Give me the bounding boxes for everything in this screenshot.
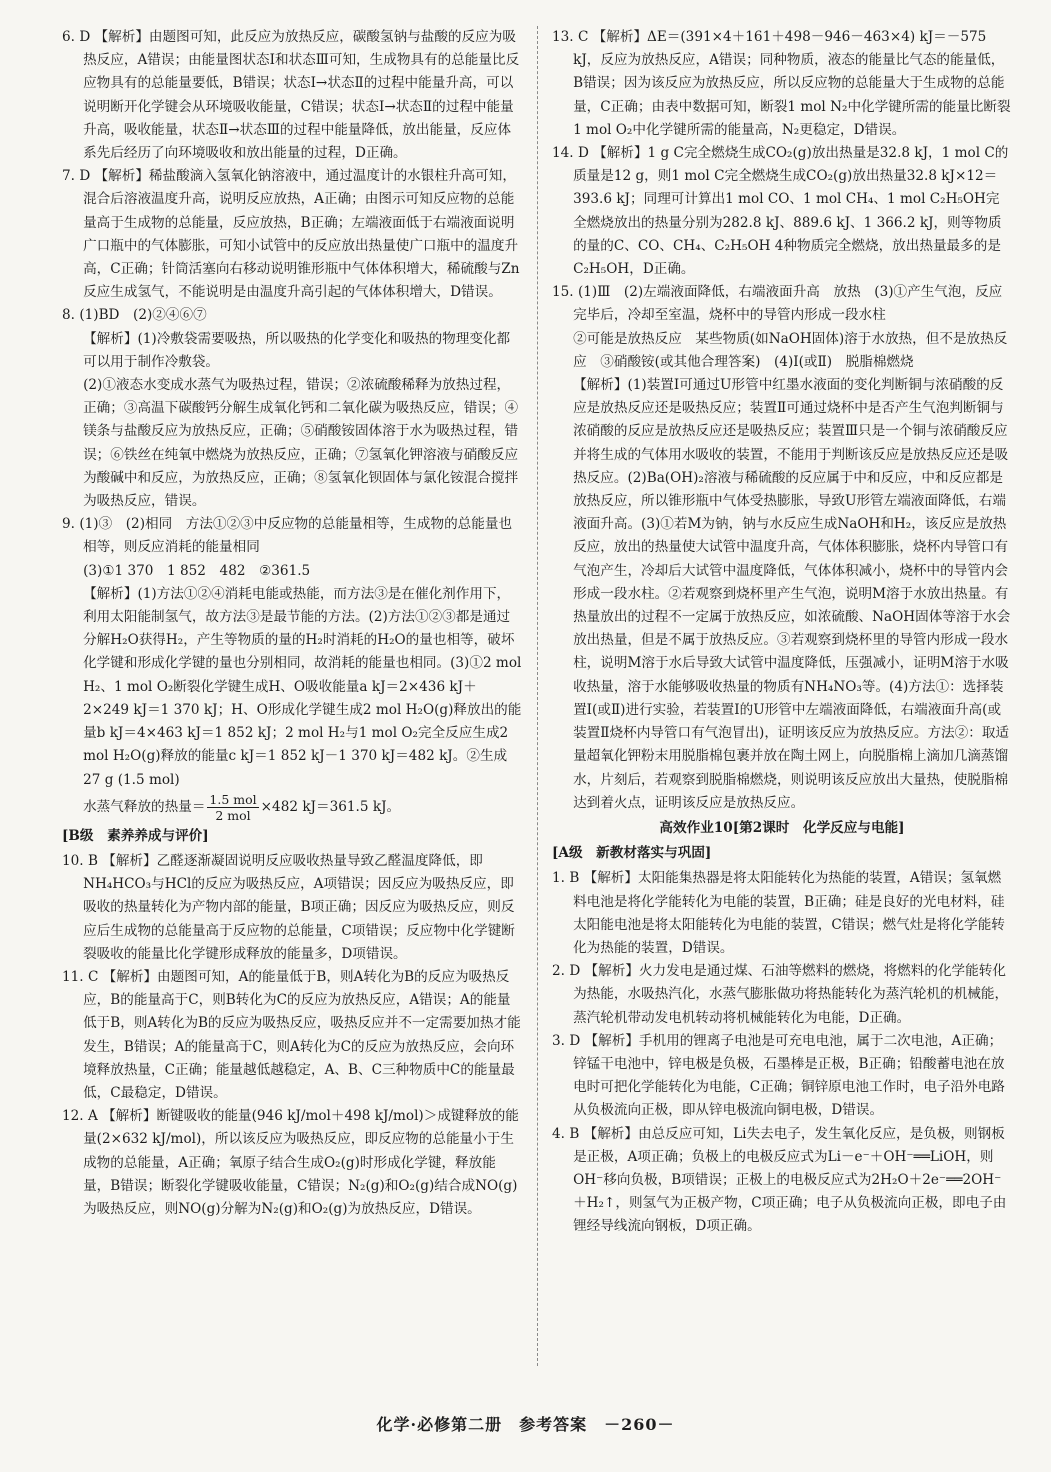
question-12: 12. A 【解析】断键吸收的能量(946 kJ/mol＋498 kJ/mol)＞成键释放的能量(2×632 kJ/mol)，所以该反应为吸热反应，即反应物的总能量小于生成物的总能量，A正确；氧原子结合生成O₂(g)时形成化学键，释放能量，B错误；断裂化学键吸收能量，C错误；N₂(g)和O₂(g)结合成NO(g)为吸热反应，则NO(g)分解为N₂(g)和O₂(g)为放热反应，D错误。	[62, 1108, 519, 1217]
work-title: 高效作业10[第2课时 化学反应与电能]	[659, 819, 905, 836]
page-footer: 化学·必修第二册 参考答案 －260－	[376, 1415, 675, 1434]
question-7: 7. D 【解析】稀盐酸滴入氢氧化钠溶液中，通过温度计的水银柱升高可知，混合后溶液温度升高，说明反应放热，A正确；由图示可知反应物的总能量高于生成物的总能量，反应放热，B正确；左端液面低于右端液面说明广口瓶中的气体膨胀，可知小试管中的反应放出热量使广口瓶中的温度升高，C正确；针筒活塞向右移动说明锥形瓶中气体体积增大，稀硫酸与Zn反应生成氢气，不能说明是由温度升高引起的气体体积增大，D错误。	[62, 168, 520, 301]
section-b-heading: [B级 素养养成与评价]	[62, 827, 209, 844]
right-column	[552, 26, 1012, 1239]
section-a-heading: [A级 新教材落实与巩固]	[552, 845, 712, 862]
question-r1: 1. B 【解析】太阳能集热器是将太阳能转化为热能的装置，A错误；氢氧燃料电池是将化学能转化为电能的装置，B正确；硅是良好的光电材料，硅太阳能电池是将太阳能转化为电能的装置，C错误；燃气灶是将化学能转化为热能的装置，D错误。	[552, 870, 1005, 956]
question-9-equation: 水蒸气释放的热量＝ $\frac{\text{1.5 mol}}{\text{2 mol}}$ ×482 kJ＝361.5 kJ。	[83, 791, 401, 823]
question-10: 10. B 【解析】乙醛逐渐凝固说明反应吸收热量导致乙醛温度降低，即NH₄HCO₃与HCl的反应为吸热反应，A项错误；因反应为吸热反应，即吸收的热量转化为产物内部的能量，B项正确；因反应为吸热反应，则反应后生成物的总能量高于反应物的总能量，C项错误；反应物中化学键断裂吸收的能量比化学键形成释放的能量多，D项错误。	[62, 852, 515, 962]
question-8-analysis-1: 【解析】(1)冷敷袋需要吸热，所以吸热的化学变化和吸热的物理变化都可以用于制作冷敷袋。	[83, 330, 511, 370]
question-9-analysis: 【解析】(1)方法①②④消耗电能或热能，而方法③是在催化剂作用下，利用太阳能制氢气，故方法③是最节能的方法。(2)方法①②③都是通过分解H₂O获得H₂，产生等物质的量的H₂时消耗的H₂O的量也相等，破坏化学键和形成化学键的量也分别相同，故消耗的能量也相同。(3)①2 mol H₂、1 mol O₂断裂化学键生成H、O吸收能量a kJ＝2×436 kJ＋2×249 kJ＝1 370 kJ；H、O形成化学键生成2 mol H₂O(g)释放出的能量b kJ＝4×463 kJ＝1 852 kJ；2 mol H₂与1 mol O₂完全反应生成2 mol H₂O(g)释放的能量c kJ＝1 852 kJ－1 370 kJ＝482 kJ。②生成27 g (1.5 mol)	[83, 585, 522, 788]
left-column	[62, 26, 522, 1221]
question-8-answer: 8. (1)BD (2)②④⑥⑦	[62, 307, 207, 324]
fraction: $\frac{\text{1.5 mol}}{\text{2 mol}}$	[209, 791, 257, 823]
question-15-answer: 15. (1)Ⅲ (2)左端液面降低，右端液面升高 放热 (3)①产生气泡，反应完毕后，冷却至室温，烧杯中的导管内形成一段水柱	[552, 284, 1003, 324]
column-divider	[537, 26, 538, 1366]
question-13: 13. C 【解析】ΔE＝(391×4＋161＋498－946－463×4) kJ＝－575 kJ，反应为放热反应，A错误；同种物质，液态的能量比气态的能量低，B错误；因为该反应为放热反应，所以反应物的总能量大于生成物的总能量，C正确；由表中数据可知，断裂1 mol N₂中化学键所需的能量比断裂1 mol O₂中化学键所需的能量高，N₂更稳定，D错误。	[552, 29, 1011, 138]
question-9-answer: 9. (1)③ (2)相同 方法①②③中反应物的总能量相等，生成物的总能量也相等，则反应消耗的能量相同	[62, 516, 513, 556]
question-11: 11. C 【解析】由题图可知，A的能量低于B，则A转化为B的反应为吸热反应，B的能量高于C，则B转化为C的反应为放热反应，A错误；A的能量低于B，则A转化为B的反应为吸热反应，吸热反应并不一定需要加热才能发生，B错误；A的能量高于C，则A转化为C的反应为放热反应，会向环境释放热量，C正确；能量越低越稳定，A、B、C三种物质中C的能量最低，C最稳定，D错误。	[62, 968, 521, 1101]
question-r4: 4. B 【解析】由总反应可知，Li失去电子，发生氧化反应，是负极，则钢板是正极，A项正确；负极上的电极反应式为Li－e⁻＋OH⁻══LiOH，则OH⁻移向负极，B项错误；正极上的电极反应式为2H₂O＋2e⁻══2OH⁻＋H₂↑，则氢气为正极产物，C项正确；电子从负极流向正极，即电子由锂经导线流向钢板，D项正确。	[552, 1125, 1007, 1235]
question-r3: 3. D 【解析】手机用的锂离子电池是可充电电池，属于二次电池，A正确；锌锰干电池中，锌电极是负极，石墨棒是正极，B正确；铅酸蓄电池在放电时可把化学能转化为电能，C正确；铜锌原电池工作时，电子沿外电路从负极流向正极，即从锌电极流向铜电极，D错误。	[552, 1032, 1005, 1119]
question-8-analysis-2: (2)①液态水变成水蒸气为吸热过程，错误；②浓硫酸稀释为放热过程，正确；③高温下碳酸钙分解生成氧化钙和二氧化碳为吸热反应，错误；④镁条与盐酸反应为放热反应，正确；⑤硝酸铵固体溶于水为吸热过程，错误；⑥铁丝在纯氧中燃烧为放热反应，正确；⑦氢氧化钾溶液与硝酸反应为酸碱中和反应，为放热反应，正确；⑧氢氧化钡固体与氯化铵混合搅拌为吸热反应，错误。	[83, 377, 519, 510]
question-6: 6. D 【解析】由题图可知，此反应为放热反应，碳酸氢钠与盐酸的反应为吸热反应，A错误；由能量图状态Ⅰ和状态Ⅲ可知，生成物具有的总能量比反应物具有的总能量要低，B错误；状态Ⅰ→状态Ⅱ的过程中能量升高，可以说明断开化学键会从环境吸收能量，C错误；状态Ⅰ→状态Ⅱ的过程中能量升高，吸收能量，状态Ⅱ→状态Ⅲ的过程中能量降低，放出能量，反应体系先后经历了向环境吸收和放出能量的过程，D正确。	[62, 29, 520, 162]
question-14: 14. D 【解析】1 g C完全燃烧生成CO₂(g)放出热量是32.8 kJ，1 mol C的质量是12 g，则1 mol C完全燃烧生成CO₂(g)放出热量32.8 kJ×12＝393.6 kJ；同理可计算出1 mol CO、1 mol CH₄、1 mol C₂H₅OH完全燃烧放出的热量分别为282.8 kJ、889.6 kJ、1 366.2 kJ，则等物质的量的C、CO、CH₄、C₂H₅OH 4种物质完全燃烧，放出热量最多的是C₂H₅OH，D正确。	[552, 145, 1009, 278]
question-15-answer-2: ②可能是放热反应 某些物质(如NaOH固体)溶于水放热，但不是放热反应 ③硝酸铵(或其他合理答案) (4)Ⅰ(或Ⅱ) 脱脂棉燃烧	[573, 330, 1008, 370]
question-9-answer-2: (3)①1 370 1 852 482 ②361.5	[83, 562, 311, 579]
question-15-analysis: 【解析】(1)装置Ⅰ可通过U形管中红墨水液面的变化判断铜与浓硝酸的反应是放热反应还是吸热反应；装置Ⅱ可通过烧杯中是否产生气泡判断铜与浓硝酸的反应是放热反应还是吸热反应；装置Ⅲ只是一个铜与浓硝酸反应并将生成的气体用水吸收的装置，不能用于判断该反应是放热反应还是吸热反应。(2)Ba(OH)₂溶液与稀硫酸的反应属于中和反应，中和反应都是放热反应，所以锥形瓶中气体受热膨胀，导致U形管左端液面降低，右端液面升高。(3)①若M为钠，钠与水反应生成NaOH和H₂，该反应是放热反应，放出的热量使大试管中温度升高，气体体积膨胀，烧杯内导管口有气泡产生，冷却后大试管中温度降低，气体体积减小，烧杯中的导管内会形成一段水柱。②若观察到烧杯里产生气泡，说明M溶于水放出热量。有热量放出的过程不一定属于放热反应，如浓硫酸、NaOH固体等溶于水会放出热量，但是不属于放热反应。③若观察到烧杯里的导管内形成一段水柱，说明M溶于水后导致大试管中温度降低，压强减小，证明M溶于水吸收热量，溶于水能够吸收热量的物质有NH₄NO₃等。(4)方法①：选择装置Ⅰ(或Ⅱ)进行实验，若装置Ⅰ的U形管中左端液面降低，右端液面升高(或装置Ⅱ烧杯内导管口有气泡冒出)，证明该反应为放热反应。方法②：取适量超氧化钾粉末用脱脂棉包裹并放在陶土网上，向脱脂棉上滴加几滴蒸馏水，片刻后，若观察到脱脂棉燃烧，则说明该反应放出大量热，使脱脂棉达到着火点，证明该反应是放热反应。	[573, 377, 1011, 811]
question-r2: 2. D 【解析】火力发电是通过煤、石油等燃料的燃烧，将燃料的化学能转化为热能，水吸热汽化，水蒸气膨胀做功将热能转化为蒸汽轮机的机械能，蒸汽轮机带动发电机转动将机械能转化为电能，D正确。	[552, 963, 1009, 1026]
